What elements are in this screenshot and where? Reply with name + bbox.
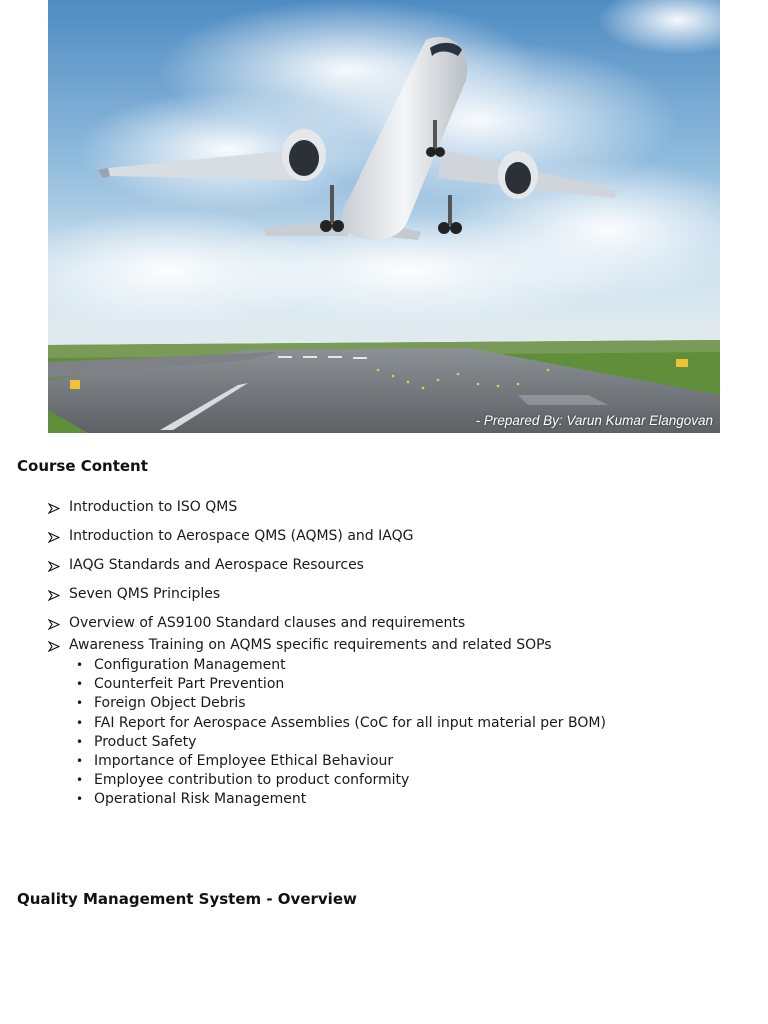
list-item — [48, 636, 748, 810]
sub-list-item: • Counterfeit Part Prevention — [76, 676, 285, 693]
hero-image — [48, 0, 720, 433]
dot-bullet-icon: • — [76, 773, 84, 788]
sub-list-item: • FAI Report for Aerospace Assemblies (CoC for all input material per BOM) — [76, 714, 606, 731]
dot-bullet-icon: • — [76, 677, 84, 692]
course-content-heading: Course Content — [17, 457, 148, 475]
airplane-runway-illustration — [48, 0, 720, 433]
course-content-list — [48, 498, 748, 820]
list-item — [48, 527, 748, 546]
list-item — [48, 556, 748, 575]
dot-bullet-icon: • — [76, 715, 84, 730]
sub-list-item: • Configuration Management — [76, 657, 286, 673]
list-item-label: Overview of AS9100 Standard clauses and requirements — [69, 615, 466, 631]
sub-list-item: • Operational Risk Management — [76, 791, 307, 808]
sub-list-item: • Foreign Object Debris — [76, 695, 246, 712]
dot-bullet-icon: • — [76, 658, 84, 672]
dot-bullet-icon: • — [76, 696, 84, 711]
hero-caption: - Prepared By: Varun Kumar Elangovan — [475, 413, 713, 428]
dot-bullet-icon: • — [76, 792, 84, 807]
list-item-label: Introduction to Aerospace QMS (AQMS) and IAQG — [69, 528, 414, 544]
list-item — [48, 498, 748, 517]
list-item — [48, 614, 748, 633]
sub-list-item: • Product Safety — [76, 733, 197, 750]
sub-list-item: • Importance of Employee Ethical Behaviour — [76, 753, 394, 770]
list-item-label: IAQG Standards and Aerospace Resources — [69, 557, 364, 573]
sub-list-item: • Employee contribution to product conformity — [76, 772, 410, 789]
awareness-training-sublist — [69, 656, 748, 810]
list-item-label: Awareness Training on AQMS specific requirements and related SOPs — [69, 637, 552, 653]
list-item-label: Introduction to ISO QMS — [69, 499, 238, 515]
list-item — [48, 585, 748, 604]
list-item-label: Seven QMS Principles — [69, 586, 221, 602]
dot-bullet-icon: • — [76, 754, 84, 769]
dot-bullet-icon: • — [76, 734, 84, 749]
qms-overview-heading: Quality Management System - Overview — [17, 890, 357, 908]
